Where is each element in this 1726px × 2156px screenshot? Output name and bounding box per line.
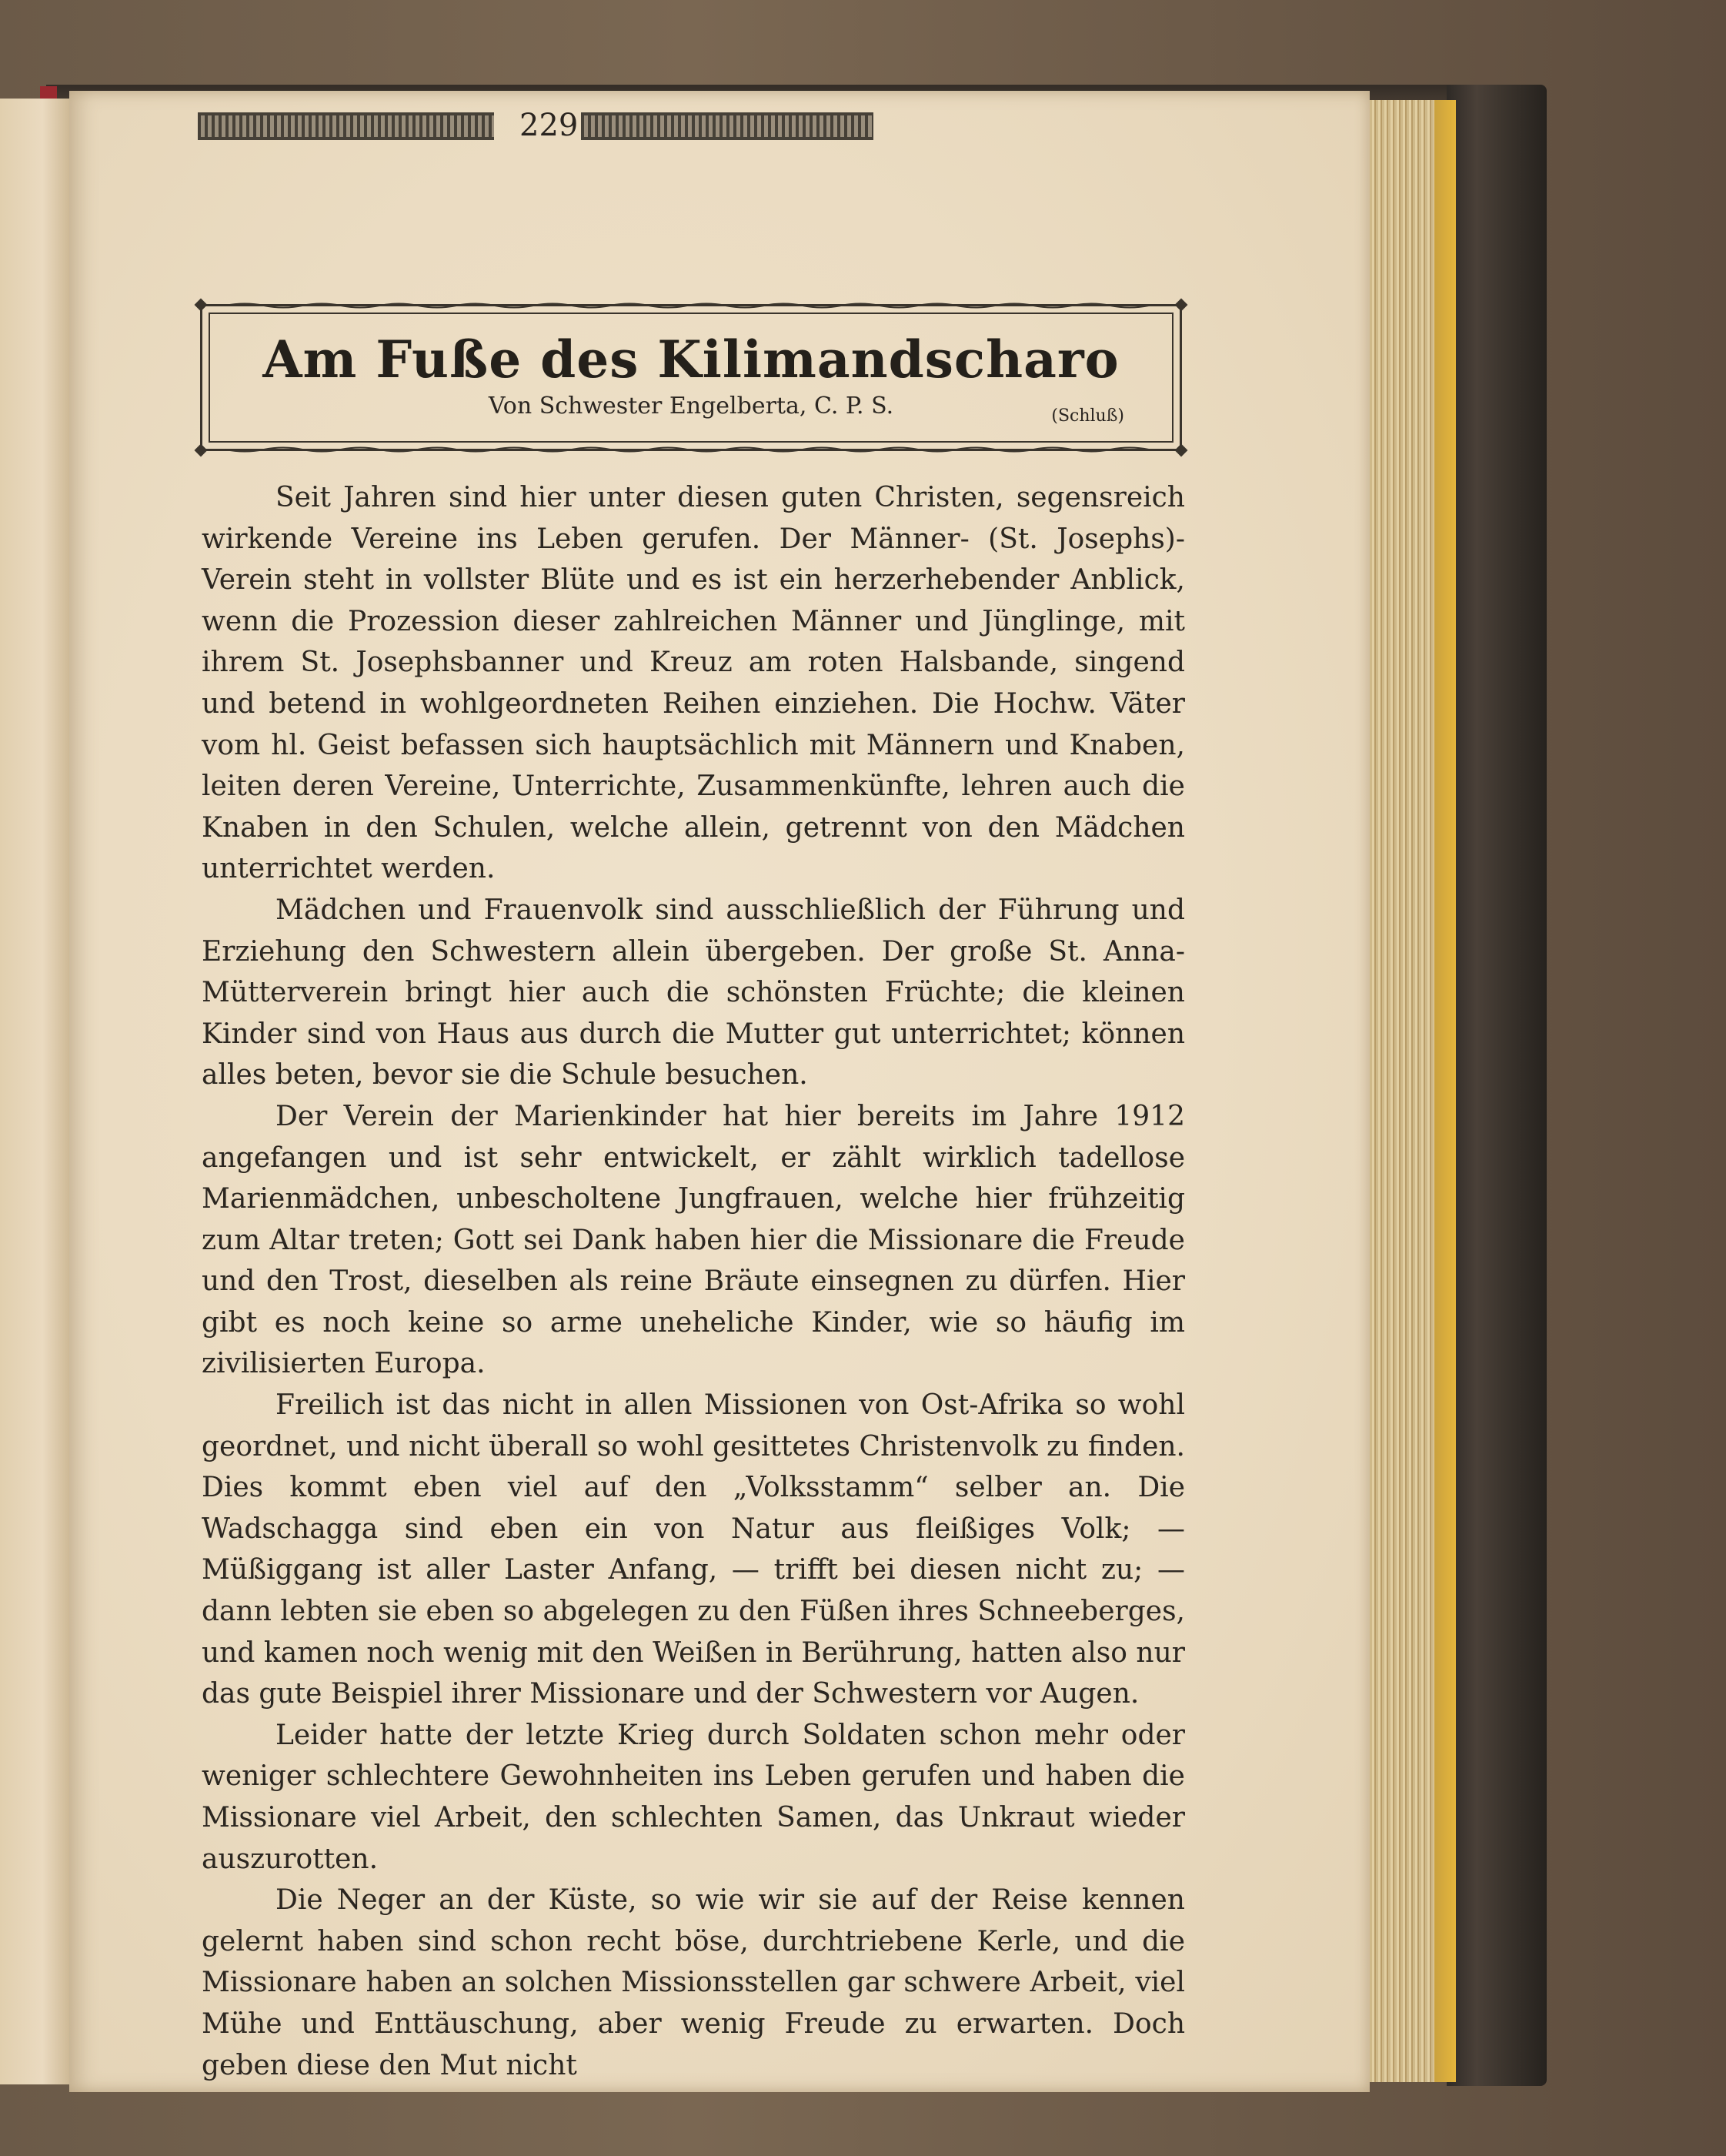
paragraph: Seit Jahren sind hier unter diesen guten Christen, segensreich wirkende Vereine ins Leben gerufen. Der Männer- (St. Josephs)-Verein steht in vollster Blüte und es ist ein herzerhebender Anblick, wenn die Prozession dieser zahlreichen Männer und Jünglinge, mit ihrem St. Josephsbanner und Kreuz am roten Halsbande, singend und betend in wohlgeordneten Reihen einziehen. Die Hochw. Väter vom hl. Geist befassen sich hauptsächlich mit Männern und Knaben, leiten deren Vereine, Unterrichte, Zusammenkünfte, lehren auch die Knaben in den Schulen, welche allein, getrennt von den Mädchen unterrichtet werden. [202, 482, 1185, 885]
paragraph: Mädchen und Frauenvolk sind ausschließlich der Führung und Erziehung den Schwestern allein übergeben. Der große St. Anna-Mütterverein bringt hier auch die schönsten Früchte; die kleinen Kinder sind von Haus aus durch die Mutter gut unterrichtet; können alles beten, bevor sie die Schule besuchen. [202, 894, 1185, 1091]
title-frame [200, 304, 1182, 451]
book-cover-right [1447, 85, 1547, 2086]
continuation-note: (Schluß) [1051, 406, 1124, 426]
paragraph: Der Verein der Marienkinder hat hier bereits im Jahre 1912 angefangen und ist sehr entwickelt, er zählt wirklich tadellose Marienmädchen, unbescholtene Jungfrauen, welche hier frühzeitig zum Altar treten; Gott sei Dank haben hier die Missionare die Freude und den Trost, dieselben als reine Bräute einsegnen zu dürfen. Hier gibt es noch keine so arme uneheliche Kinder, wie so häufig im zivilisierten Europa. [202, 1100, 1185, 1380]
left-page-sliver [0, 99, 71, 2084]
frame-ornament-bottom [225, 446, 1149, 453]
article-body [202, 477, 1185, 2086]
page-header [127, 106, 1177, 145]
paragraph: Leider hatte der letzte Krieg durch Soldaten schon mehr oder weniger schlechtere Gewohnheiten ins Leben gerufen und haben die Missionare viel Arbeit, den schlechten Samen, das Unkraut wieder auszurotten. [202, 1719, 1185, 1875]
article-byline: Von Schwester Engelberta, C. P. S. [488, 393, 894, 420]
page-edges [1362, 100, 1456, 2082]
page-number: 229 [519, 108, 579, 143]
frame-ornament-top [225, 302, 1149, 309]
ornament-band-right [581, 112, 873, 140]
ornament-band-left [198, 112, 494, 140]
paragraph: Die Neger an der Küste, so wie wir sie auf der Reise kennen gelernt haben sind schon recht böse, durchtriebene Kerle, und die Missionare haben an solchen Missionsstellen gar schwere Arbeit, viel Mühe und Enttäuschung, aber wenig Freude zu erwarten. Doch geben diese den Mut nicht [202, 1884, 1185, 2081]
paragraph: Freilich ist das nicht in allen Missionen von Ost-Afrika so wohl geordnet, und nicht überall so wohl gesittetes Christenvolk zu finden. Dies kommt eben viel auf den „Volksstamm“ selber an. Die Wadschagga sind eben ein von Natur aus fleißiges Volk; — Müßiggang ist aller Laster Anfang, — trifft bei diesen nicht zu; — dann lebten sie eben so abgelegen zu den Füßen ihres Schneeberges, und kamen noch wenig mit den Weißen in Berührung, hatten also nur das gute Beispiel ihrer Missionare und der Schwestern vor Augen. [202, 1389, 1185, 1710]
article-title: Am Fuße des Kilimandscharo [262, 329, 1120, 389]
